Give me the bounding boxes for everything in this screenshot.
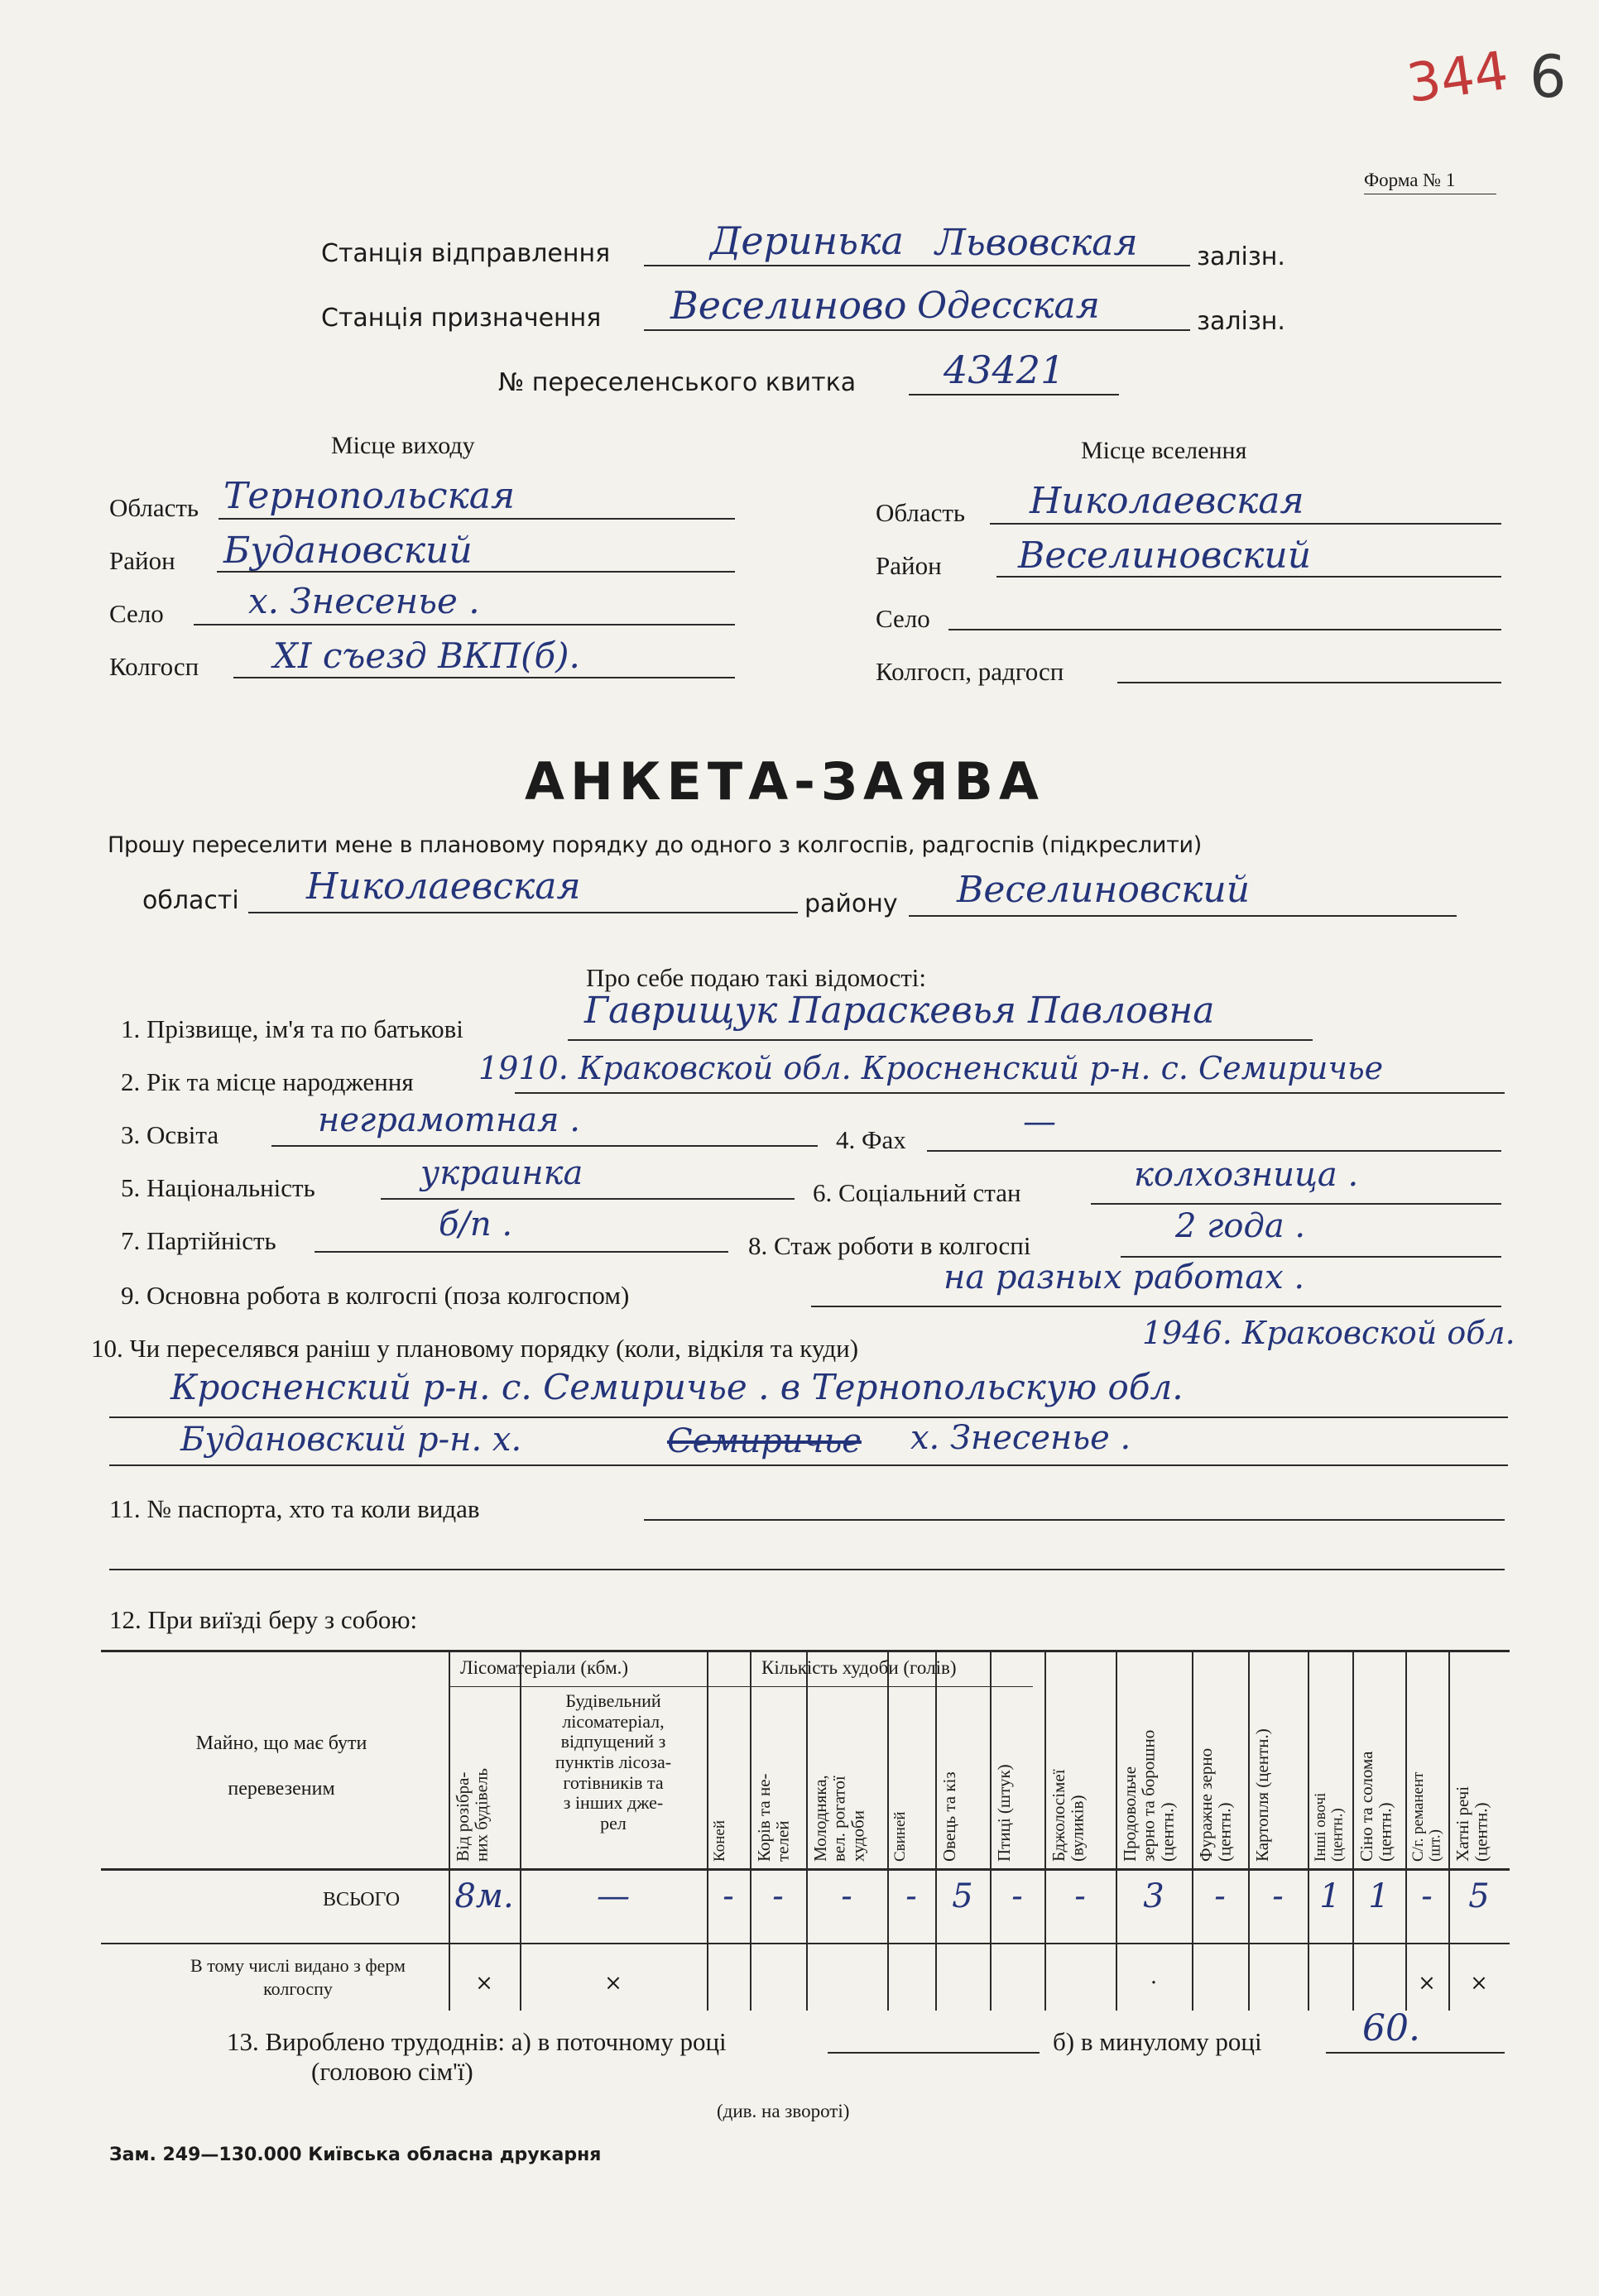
table-total-cell: 3 — [1143, 1877, 1164, 1915]
departure-railway-value: Львовская — [935, 222, 1138, 264]
table-column-header: Продовольче зерно та борошно (центн.) — [1120, 1729, 1178, 1862]
ticket-label: № переселенського квитка — [498, 368, 857, 397]
table-column-header: Коней — [711, 1820, 728, 1862]
f9-label: 9. Основна робота в колгоспі (поза колгоспом) — [121, 1281, 630, 1310]
table-farm-label: В тому числі видано з ферм колгоспу — [190, 1955, 406, 1999]
origin-kolhosp-label: Колгосп — [109, 652, 199, 681]
table-column-rule — [1044, 1650, 1046, 2011]
table-group-timber: Лісоматеріали (кбм.) — [460, 1657, 629, 1678]
f5-label: 5. Національність — [121, 1173, 315, 1202]
table-total-cell: - — [772, 1877, 784, 1915]
origin-raion-label: Район — [109, 546, 175, 575]
f10-value-line2: Кросненский р-н. с. Семиричье . в Тернопольскую обл. — [170, 1367, 1184, 1407]
table-total-label: ВСЬОГО — [323, 1889, 401, 1910]
table-column-rule — [935, 1650, 937, 2011]
f10-value-line3b: х. Знесенье . — [910, 1419, 1131, 1457]
request-oblast-label: області — [142, 886, 239, 915]
table-farm-cell: × — [604, 1971, 622, 1996]
f2-value: 1910. Краковской обл. Кросненский р-н. с. Семиричье — [478, 1050, 1384, 1086]
table-total-cell: - — [905, 1877, 917, 1915]
dest-selo-label: Село — [876, 604, 930, 633]
table-column-header: Фуражне зерно (центн.) — [1196, 1747, 1235, 1862]
table-farm-cell: · — [1150, 1971, 1158, 1996]
destination-station-value: Веселиново — [670, 283, 907, 328]
table-farm-cell: × — [475, 1971, 493, 1996]
f8-label: 8. Стаж роботи в колгоспі — [748, 1231, 1031, 1260]
origin-selo-value: х. Знесенье . — [248, 581, 480, 621]
table-column-rule — [806, 1650, 808, 2011]
table-column-header: Хатні речі (центн.) — [1453, 1786, 1491, 1862]
dest-oblast-label: Область — [876, 498, 966, 527]
f1-value: Гаврищук Параскевья Павловна — [584, 990, 1215, 1032]
table-total-cell: - — [1272, 1877, 1284, 1915]
workdays-sublabel: (головою сім'ї) — [311, 2057, 473, 2086]
f4-value: — — [1023, 1103, 1056, 1141]
table-total-cell: - — [1074, 1877, 1086, 1915]
table-column-rule — [1308, 1650, 1309, 2011]
table-total-cell: 1 — [1368, 1877, 1390, 1915]
departure-station-label: Станція відправлення — [321, 239, 611, 268]
intro-text: Про себе подаю такі відомості: — [586, 963, 927, 992]
table-group-livestock: Кількість худоби (голів) — [761, 1657, 957, 1678]
workdays-label: 13. Вироблено трудоднів: а) в поточному році — [227, 2027, 727, 2056]
table-total-cell: 1 — [1319, 1877, 1341, 1915]
f10-value-line3a: Будановский р-н. х. — [180, 1421, 522, 1459]
table-column-header: Овець та кіз — [939, 1771, 959, 1862]
origin-oblast-value: Тернопольская — [223, 475, 516, 517]
table-total-cell: - — [723, 1877, 734, 1915]
f2-label: 2. Рік та місце народження — [121, 1067, 414, 1096]
table-column-rule — [520, 1650, 521, 2011]
table-total-cell: 8м. — [454, 1877, 514, 1915]
archive-sheet-number: 344 — [1403, 40, 1512, 116]
table-total-cell: - — [1011, 1877, 1023, 1915]
table-column-rule — [750, 1650, 751, 2011]
dest-raion-label: Район — [876, 551, 942, 580]
table-column-header: Від розібра- них будівель — [453, 1768, 492, 1862]
table-total-cell: - — [1421, 1877, 1433, 1915]
f11-label: 11. № паспорта, хто та коли видав — [109, 1494, 480, 1523]
table-column-header: Бджолосімеї (вуликів) — [1049, 1769, 1088, 1862]
table-column-rule — [449, 1650, 450, 2011]
workdays-prev-value: 60. — [1362, 2007, 1420, 2049]
table-total-cell: - — [1214, 1877, 1226, 1915]
workdays-prev-label: б) в минулому році — [1053, 2027, 1262, 2056]
f3-value: неграмотная . — [318, 1101, 580, 1139]
f5-value: украинка — [420, 1154, 583, 1192]
table-column-header: Будівельний лісоматеріал, відпущений з пунктів лісоза- готівників та з інших дже- рел — [555, 1690, 672, 1833]
document-title: АНКЕТА-ЗАЯВА — [525, 751, 1044, 812]
destination-heading: Місце вселення — [1081, 437, 1247, 464]
table-total-cell: 5 — [1468, 1877, 1490, 1915]
table-column-header: Інші овочі (центн.) — [1312, 1792, 1347, 1862]
destination-railway-suffix: залізн. — [1197, 307, 1285, 336]
origin-raion-value: Будановский — [223, 530, 473, 572]
table-column-rule — [1248, 1650, 1250, 2011]
ticket-number: 43421 — [944, 348, 1065, 392]
printer-line: Зам. 249—130.000 Київська обласна друкарня — [109, 2145, 602, 2165]
destination-station-label: Станція призначення — [321, 304, 602, 333]
table-total-cell: - — [841, 1877, 852, 1915]
dest-oblast-value: Николаевская — [1030, 480, 1304, 522]
request-raion-label: району — [804, 889, 898, 918]
dest-kolhosp-label: Колгосп, радгосп — [876, 657, 1064, 686]
table-column-rule — [1116, 1650, 1117, 2011]
origin-heading: Місце виходу — [331, 432, 475, 459]
request-oblast-value: Николаевская — [306, 865, 581, 908]
table-column-rule — [1405, 1650, 1407, 2011]
table-column-header: Молодняка, вел. рогатої худоби — [810, 1775, 868, 1862]
destination-railway-value: Одесская — [917, 285, 1100, 327]
table-col-property: Майно, що має бути перевезеним — [195, 1733, 367, 1800]
see-reverse: (див. на звороті) — [717, 2101, 850, 2121]
request-text: Прошу переселити мене в плановому порядку до одного з колгоспів, радгоспів (підкреслити) — [108, 832, 1203, 858]
f6-value: колхозница . — [1134, 1156, 1359, 1194]
table-total-cell: — — [597, 1877, 630, 1915]
table-column-header: С/г. реманент (шт.) — [1409, 1771, 1444, 1862]
request-raion-value: Веселиновский — [957, 869, 1251, 911]
f7-value: б/п . — [439, 1206, 513, 1244]
table-column-header: Сіно та солома (центн.) — [1357, 1751, 1395, 1862]
table-column-header: Корів та не- телей — [754, 1773, 793, 1862]
origin-kolhosp-value: XI съезд ВКП(б). — [273, 635, 580, 676]
table-farm-cell: × — [1470, 1971, 1488, 1996]
dest-raion-value: Веселиновский — [1018, 534, 1312, 577]
table-column-rule — [707, 1650, 708, 2011]
table-column-header: Свиней — [891, 1811, 909, 1862]
f10-value-line1: 1946. Краковской обл. — [1142, 1315, 1515, 1351]
table-column-rule — [1192, 1650, 1193, 2011]
f10-value-line3-struck: Семиричье — [667, 1422, 862, 1460]
f6-label: 6. Соціальний стан — [813, 1178, 1021, 1207]
table-total-cell: 5 — [952, 1877, 973, 1915]
f10-label: 10. Чи переселявся раніш у плановому порядку (коли, відкіля та куди) — [91, 1334, 859, 1363]
table-column-rule — [1448, 1650, 1450, 2011]
form-label: Форма № 1 — [1364, 170, 1456, 190]
table-column-rule — [990, 1650, 992, 2011]
table-column-rule — [1352, 1650, 1354, 2011]
table-farm-cell: × — [1418, 1971, 1436, 1996]
table-column-header: Птиці (штук) — [994, 1764, 1014, 1862]
f3-label: 3. Освіта — [121, 1120, 219, 1149]
table-column-header: Картопля (центн.) — [1252, 1728, 1272, 1862]
origin-selo-label: Село — [109, 599, 164, 628]
departure-railway-suffix: залізн. — [1197, 242, 1285, 271]
f7-label: 7. Партійність — [121, 1226, 276, 1255]
f4-label: 4. Фах — [836, 1125, 906, 1154]
f1-label: 1. Прізвище, ім'я та по батькові — [121, 1014, 463, 1043]
departure-station-value: Деринька — [710, 218, 904, 263]
archive-sheet-number-suffix: 6 — [1529, 43, 1567, 111]
f9-value: на разных работах . — [944, 1258, 1305, 1297]
table-column-rule — [887, 1650, 889, 2011]
origin-oblast-label: Область — [109, 493, 199, 522]
f12-label: 12. При виїзді беру з собою: — [109, 1605, 418, 1634]
f8-value: 2 года . — [1175, 1207, 1306, 1245]
